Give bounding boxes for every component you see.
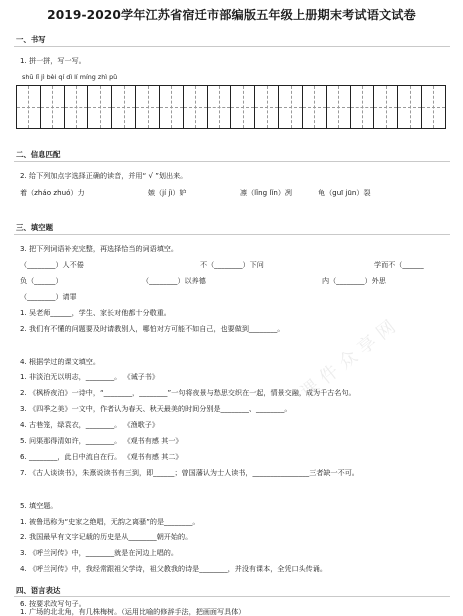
question-3-prompt: 3. 把下列词语补充完整，再选择恰当的词语填空。 xyxy=(20,244,178,253)
fill-sentence[interactable]: 1. 吴老师______，学生、家长对他都十分敬重。 xyxy=(20,308,171,317)
section-divider xyxy=(14,596,450,597)
idiom-blank[interactable]: （________）以养德 xyxy=(142,276,206,285)
grid-cell[interactable] xyxy=(183,85,207,129)
fill-sentence[interactable]: 1. 非淡泊无以明志，________。 《诫子书》 xyxy=(20,372,159,381)
grid-cell[interactable] xyxy=(397,85,421,129)
fill-sentence[interactable]: 4. 《呼兰河传》中，我经常跟祖父学诗，祖父教我的诗是________，并没有课本，全凭口头传诵。 xyxy=(20,564,327,573)
fill-sentence[interactable]: 1. 广场的北北角，有几株梅树。（运用比喻的修辞手法，把画面写具体） xyxy=(20,607,246,616)
fill-sentence[interactable]: 5. 问渠那得清如许，________。 《观书有感 其一》 xyxy=(20,436,183,445)
fill-sentence[interactable]: 3. 《四季之美》一文中，作者认为春天、秋天最美的时间分别是________、________。 xyxy=(20,404,292,413)
grid-cell[interactable] xyxy=(278,85,302,129)
section-heading-3: 三、填空题 xyxy=(16,223,53,232)
page-title: 2019-2020学年江苏省宿迁市部编版五年级上册期末考试语文试卷 xyxy=(47,8,416,22)
grid-cell[interactable] xyxy=(87,85,111,129)
grid-cell[interactable] xyxy=(207,85,231,129)
fill-sentence[interactable]: 6. ________，此日中流自在行。 《观书有感 其二》 xyxy=(20,452,183,461)
reading-item[interactable]: 嫉（jí jì）妒 xyxy=(148,188,187,197)
section-heading-4: 四、语言表达 xyxy=(16,586,61,595)
question-6-prompt: 6. 按要求改写句子。 xyxy=(20,599,86,608)
question-5-prompt: 5. 填空题。 xyxy=(20,501,58,510)
grid-cell[interactable] xyxy=(111,85,135,129)
grid-cell[interactable] xyxy=(421,85,446,129)
reading-item[interactable]: 凛（lǐng lǐn）冽 xyxy=(240,188,293,197)
idiom-blank[interactable]: 负（______） xyxy=(20,276,63,285)
question-4-prompt: 4. 根据学过的课文填空。 xyxy=(20,357,100,366)
grid-cell[interactable] xyxy=(326,85,350,129)
idiom-blank[interactable]: （________）人不倦 xyxy=(20,260,84,269)
fill-sentence[interactable]: 1. 被鲁迅称为“史家之绝唱，无韵之离骚”的是________。 xyxy=(20,517,200,526)
grid-cell[interactable] xyxy=(254,85,278,129)
writing-grid[interactable] xyxy=(16,85,446,129)
fill-sentence[interactable]: 2. 我们有不懂的问题要及时请教别人，哪怕对方可能不如自己，也要做到________。 xyxy=(20,324,285,333)
grid-cell[interactable] xyxy=(350,85,374,129)
idiom-blank[interactable]: （________）请罪 xyxy=(20,292,77,301)
section-heading-1: 一、书写 xyxy=(16,35,46,44)
grid-cell[interactable] xyxy=(373,85,397,129)
section-heading-2: 二、信息匹配 xyxy=(16,150,61,159)
reading-item[interactable]: 着（zháo zhuó）力 xyxy=(20,188,85,197)
section-divider xyxy=(14,161,450,162)
grid-cell[interactable] xyxy=(64,85,88,129)
section-divider xyxy=(14,234,450,235)
question-1-pinyin: shū lǐ jì bèi qí dì lí míng zhì pǔ xyxy=(22,73,118,81)
grid-cell[interactable] xyxy=(302,85,326,129)
reading-item[interactable]: 龟（guī jūn）裂 xyxy=(318,188,371,197)
fill-sentence[interactable]: 7. 《古人谈读书》，朱熹说读书有三到，即______；曾国藩认为士人读书，________________三者缺一不可。 xyxy=(20,468,359,477)
grid-cell[interactable] xyxy=(40,85,64,129)
grid-cell[interactable] xyxy=(16,85,40,129)
fill-sentence[interactable]: 3. 《呼兰河传》中，________就是在河边上唱的。 xyxy=(20,548,178,557)
watermark: 课件众享网 xyxy=(296,312,405,404)
grid-cell[interactable] xyxy=(230,85,254,129)
grid-cell[interactable] xyxy=(135,85,159,129)
idiom-blank[interactable]: 学而不（______ xyxy=(374,260,424,269)
fill-sentence[interactable]: 2. 《枫桥夜泊》一诗中，“________，________”一句将夜景与愁思交织在一起，情景交融，成为千古名句。 xyxy=(20,388,356,397)
question-1-prompt: 1. 拼一拼，写一写。 xyxy=(20,56,86,65)
fill-sentence[interactable]: 4. 古巷笼，绿袁衣，________。 《渔歌子》 xyxy=(20,420,159,429)
section-divider xyxy=(14,46,450,47)
question-2-prompt: 2. 给下列加点字选择正确的读音，并用“ √ ”划出来。 xyxy=(20,171,188,180)
idiom-blank[interactable]: 不（________）下问 xyxy=(200,260,264,269)
fill-sentence[interactable]: 2. 我国最早有文字记载的历史是从________朝开始的。 xyxy=(20,532,193,541)
grid-cell[interactable] xyxy=(159,85,183,129)
idiom-blank[interactable]: 内（________）外思 xyxy=(322,276,386,285)
